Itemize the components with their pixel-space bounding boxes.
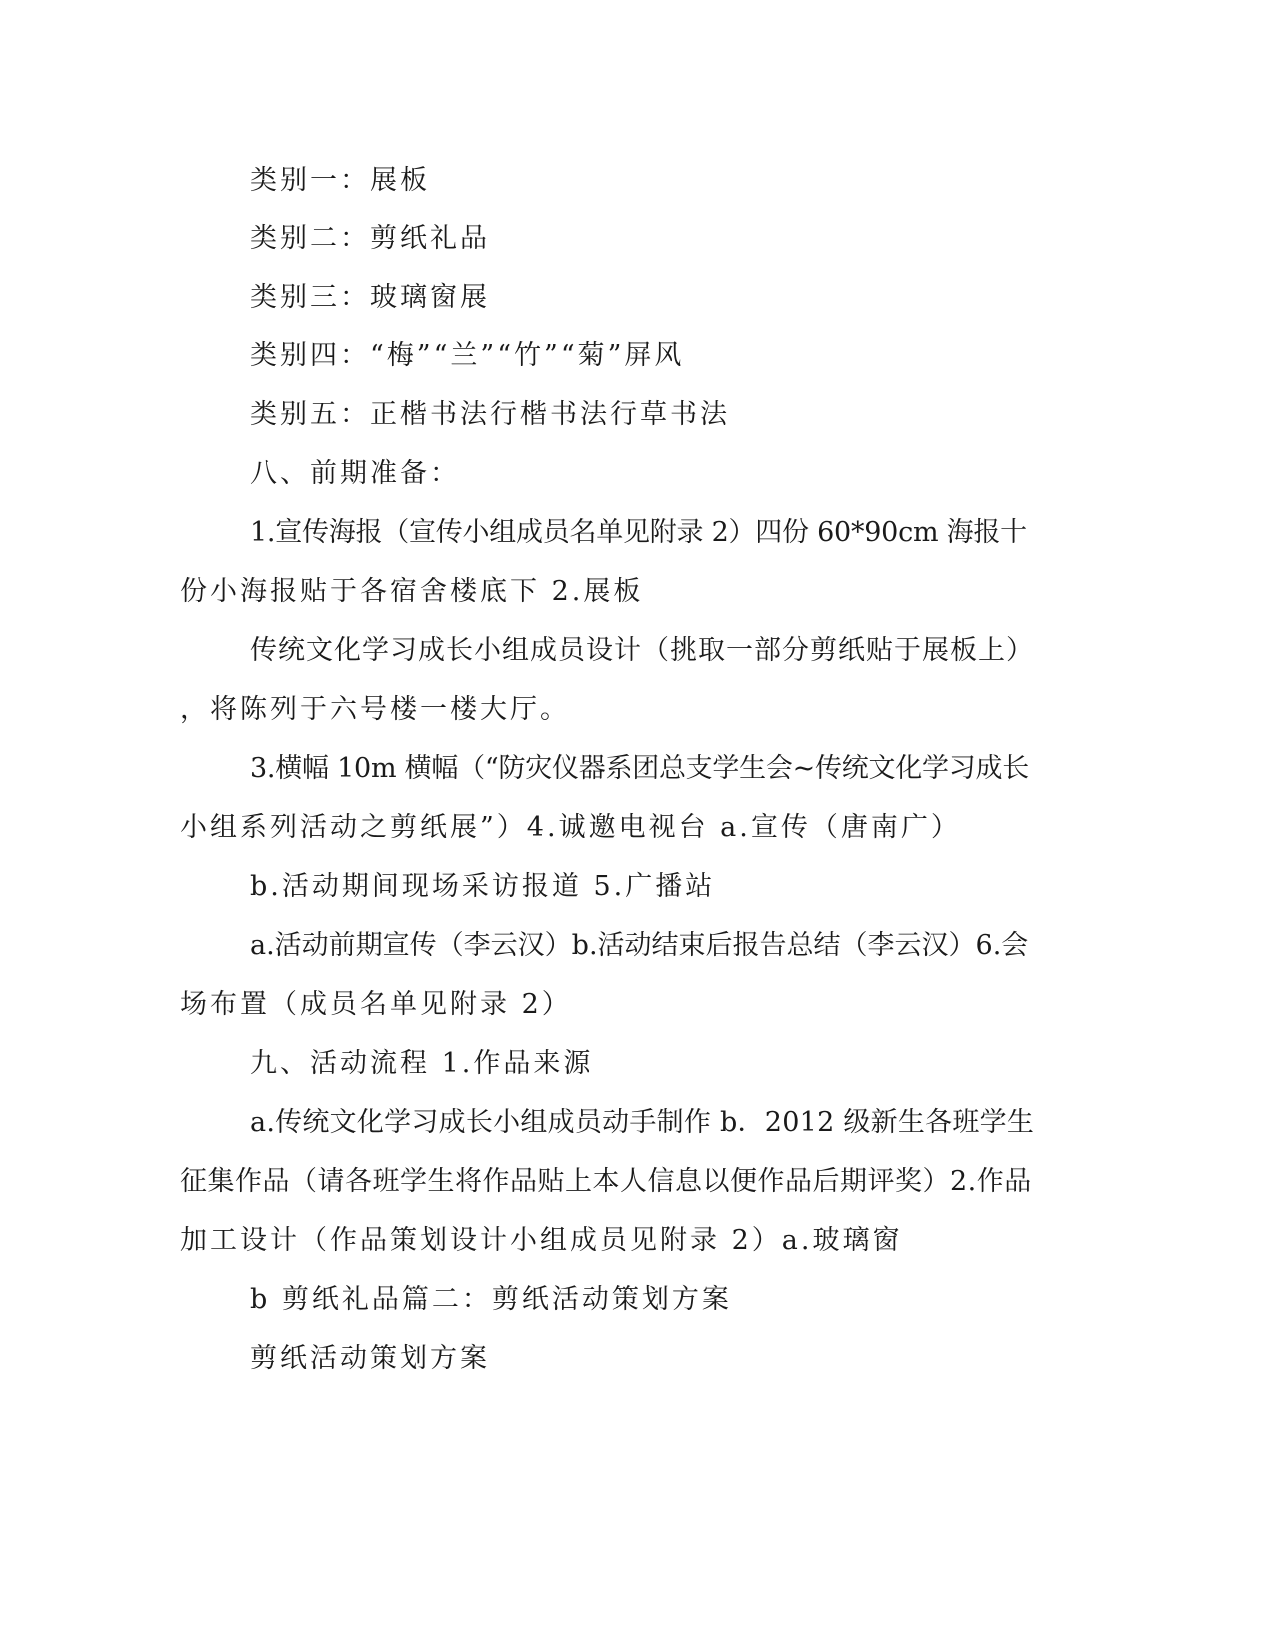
paragraph-line: b.活动期间现场采访报道 5.广播站 [250,871,716,902]
plan-title-line: 剪纸活动策划方案 [250,1343,490,1374]
category-two-line: 类别二：剪纸礼品 [250,223,490,254]
paragraph-line: 3.横幅 10m 横幅（“防灾仪器系团总支学生会~传统文化学习成长 [250,753,1030,784]
paragraph-line: 传统文化学习成长小组成员设计（挑取一部分剪纸贴于展板上） [250,635,1034,666]
paragraph-line: ，将陈列于六号楼一楼大厅。 [180,694,570,725]
paragraph-line: 征集作品（请各班学生将作品贴上本人信息以便作品后期评奖）2.作品 [180,1166,1032,1197]
paragraph-line: b 剪纸礼品篇二：剪纸活动策划方案 [250,1284,732,1315]
paragraph-line: a.传统文化学习成长小组成员动手制作 b．2012 级新生各班学生 [250,1107,1035,1138]
section-eight-heading: 八、前期准备： [250,458,460,489]
paragraph-line: 份小海报贴于各宿舍楼底下 2.展板 [180,576,644,607]
paragraph-line: 场布置（成员名单见附录 2） [180,989,572,1020]
paragraph-line: 小组系列活动之剪纸展”）4.诚邀电视台 a.宣传（唐南广） [180,812,961,843]
paragraph-line: a.活动前期宣传（李云汉）b.活动结束后报告总结（李云汉）6.会 [250,930,1029,961]
category-three-line: 类别三：玻璃窗展 [250,282,490,313]
paragraph-line: 1.宣传海报（宣传小组成员名单见附录 2）四份 60*90cm 海报十 [250,517,1027,548]
category-one-line: 类别一：展板 [250,165,430,196]
paragraph-line: 加工设计（作品策划设计小组成员见附录 2）a.玻璃窗 [180,1225,903,1256]
section-nine-heading: 九、活动流程 1.作品来源 [250,1048,594,1079]
category-five-line: 类别五：正楷书法行楷书法行草书法 [250,399,730,430]
category-four-line: 类别四：“梅”“兰”“竹”“菊”屏风 [250,340,685,371]
